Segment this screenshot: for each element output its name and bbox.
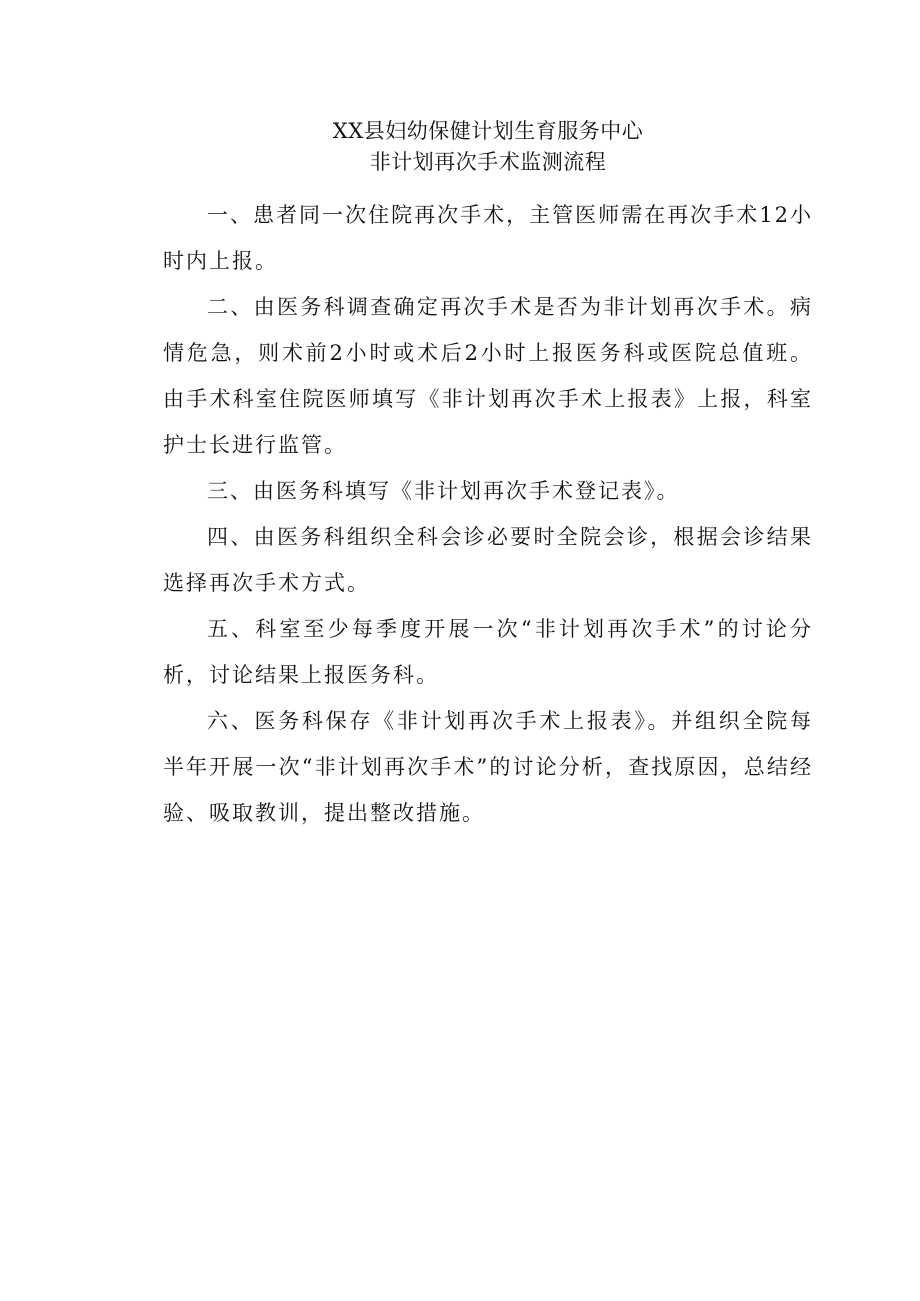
- document-body: [163, 192, 813, 836]
- title-line-organization: XX县妇幼保健计划生育服务中心: [332, 119, 644, 143]
- title-line-procedure: 非计划再次手术监测流程: [369, 150, 607, 174]
- paragraph-4: 四、由医务科组织全科会诊必要时全院会诊，根据会诊结果选择再次手术方式。: [163, 525, 813, 595]
- paragraph-1: 一、患者同一次住院再次手术，主管医师需在再次手术12小时内上报。: [163, 203, 813, 273]
- paragraph-6: 六、医务科保存《非计划再次手术上报表》。并组织全院每半年开展一次“非计划再次手术”的讨论分析，查找原因，总结经验、吸取教训，提出整改措施。: [163, 709, 813, 825]
- paragraph-5: 五、科室至少每季度开展一次“非计划再次手术”的讨论分析，讨论结果上报医务科。: [163, 617, 813, 687]
- document-title: [163, 116, 813, 178]
- paragraph-2: 二、由医务科调查确定再次手术是否为非计划再次手术。病情危急，则术前2小时或术后2小时上报医务科或医院总值班。由手术科室住院医师填写《非计划再次手术上报表》上报，科室护士长进行监管。: [163, 295, 813, 457]
- paragraph-3: 三、由医务科填写《非计划再次手术登记表》。: [207, 479, 680, 503]
